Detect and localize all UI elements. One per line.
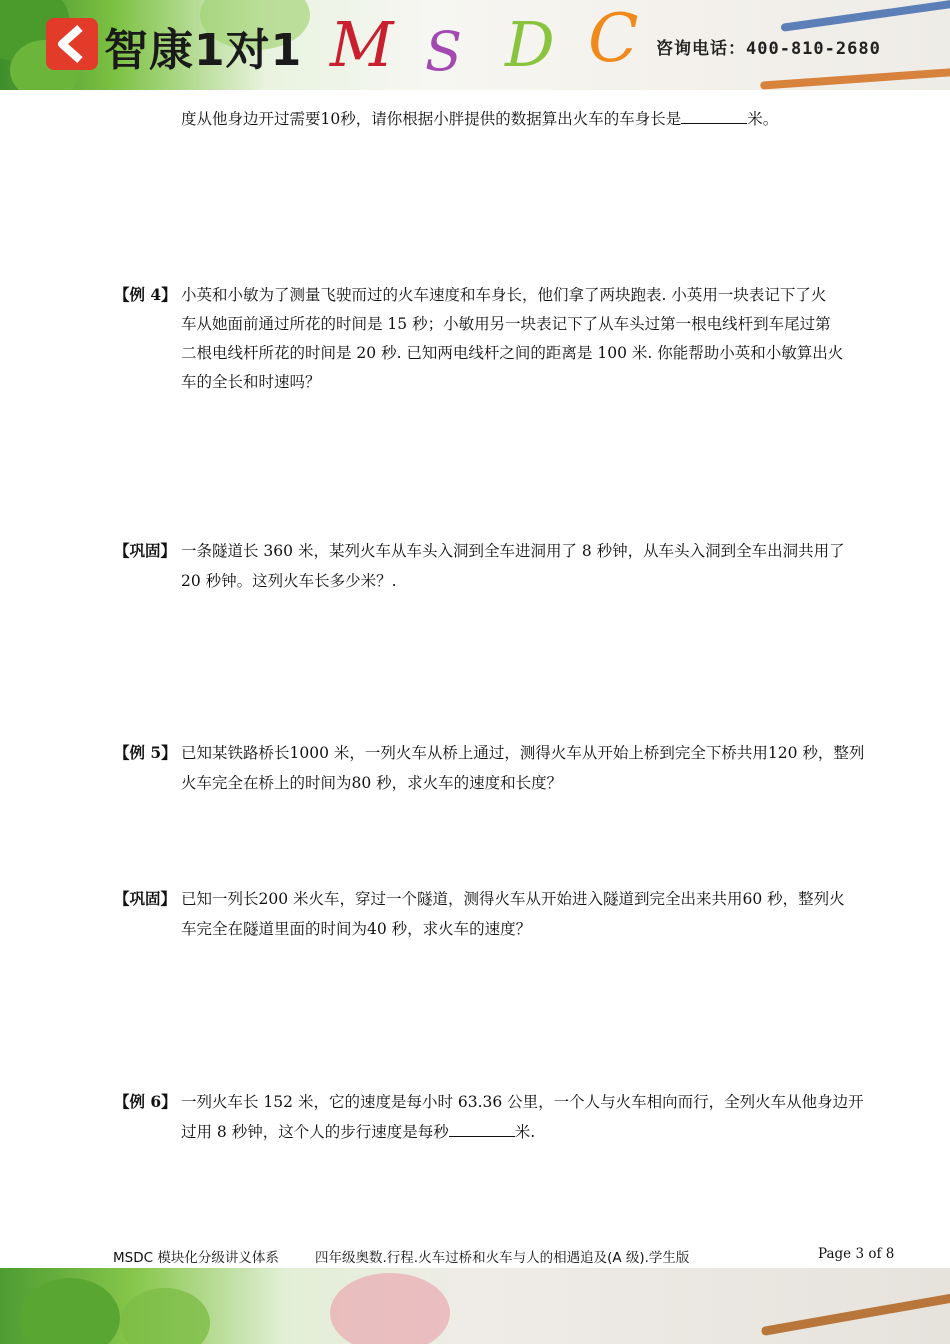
intro-text-end: 米。 (747, 110, 779, 128)
consolidation-1-line: 20 秒钟。这列火车长多少米？. (181, 572, 397, 590)
example-4-label: 【例 4】 (114, 285, 177, 304)
consolidation-2-line: 车完全在隧道里面的时间为40 秒，求火车的速度？ (181, 920, 532, 938)
example-4-line: 车从她面前通过所花的时间是 15 秒；小敏用另一块表记下了从车头过第一根电线杆到车尾过第 (181, 315, 831, 333)
hotline-text: 咨询电话：400-810-2680 (656, 39, 881, 59)
answer-blank (449, 1120, 515, 1137)
footer-page-number: Page 3 of 8 (818, 1246, 895, 1262)
example-6-text: 过用 8 秒钟，这个人的步行速度是每秒 (181, 1123, 449, 1141)
pencil-decoration (780, 0, 950, 32)
consolidation-1-line: 一条隧道长 360 米，某列火车从车头入洞到全车进洞用了 8 秒钟，从车头入洞到全车出洞共用了 (181, 542, 845, 560)
consolidation-2-line: 已知一列长200 米火车，穿过一个隧道，测得火车从开始进入隧道到完全出来共用60 秒，整列火 (181, 890, 845, 908)
leaf-decoration (120, 1288, 210, 1344)
example-4-line: 二根电线杆所花的时间是 20 秒. 已知两电线杆之间的距离是 100 米. 你能帮助小英和小敏算出火 (181, 344, 844, 362)
example-5-line: 已知某铁路桥长1000 米，一列火车从桥上通过，测得火车从开始上桥到完全下桥共用120 秒，整列 (181, 744, 865, 762)
consolidation-2-label: 【巩固】 (114, 889, 177, 908)
brand-logo-icon (46, 18, 98, 70)
example-4-line: 小英和小敏为了测量飞驶而过的火车速度和车身长，他们拿了两块跑表. 小英用一块表记下了火 (181, 286, 827, 304)
msdc-letter-c: C (588, 0, 639, 77)
msdc-letter-s: S (425, 20, 462, 83)
example-5-label: 【例 5】 (114, 743, 177, 762)
example-5-line: 火车完全在桥上的时间为80 秒，求火车的速度和长度？ (181, 774, 563, 792)
footer-title: 四年级奥数.行程.火车过桥和火车与人的相遇追及(A 级).学生版 (315, 1250, 690, 1266)
header-banner (0, 0, 950, 90)
butterfly-decoration (330, 1273, 450, 1344)
intro-text: 度从他身边开过需要10秒，请你根据小胖提供的数据算出火车的车身长是 (181, 110, 682, 128)
footer-banner (0, 1268, 950, 1344)
pencil-decoration (760, 66, 950, 89)
example-6-label: 【例 6】 (114, 1092, 177, 1111)
pencil-decoration (761, 1289, 950, 1336)
example-6-text-end: 米. (514, 1123, 536, 1141)
intro-line (181, 104, 778, 134)
example-6-line: 一列火车长 152 米，它的速度是每小时 63.36 公里，一个人与火车相向而行，全列火车从他身边开 (181, 1093, 864, 1111)
answer-blank (681, 107, 747, 124)
msdc-letter-d: D (505, 8, 555, 81)
footer-series: MSDC 模块化分级讲义体系 (113, 1250, 279, 1266)
example-4-line: 车的全长和时速吗？ (181, 373, 321, 391)
example-6-line (181, 1117, 535, 1147)
leaf-decoration (20, 1278, 120, 1344)
brand-name: 智康1对1 (104, 25, 303, 76)
consolidation-1-label: 【巩固】 (114, 541, 177, 560)
msdc-letter-m: M (330, 8, 394, 81)
